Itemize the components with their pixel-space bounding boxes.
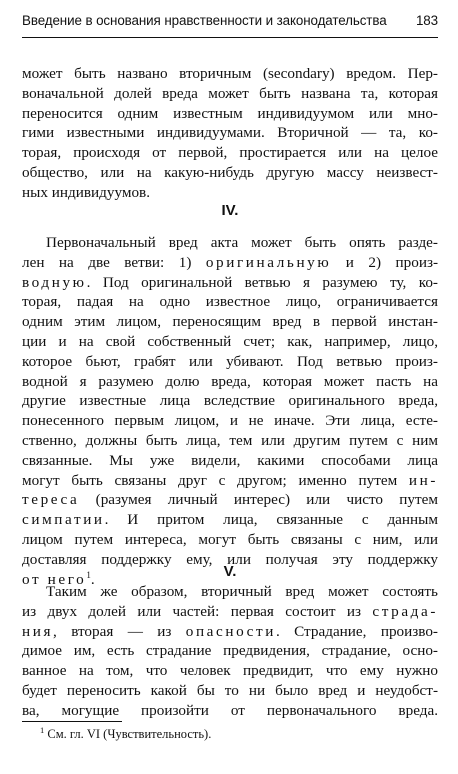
text-line: связанные. Мы уже видели, какими способами лица [22,451,438,469]
footnote-marker[interactable]: 1 [86,569,91,580]
text-line: торая, падая на одно известное лицо, ограничивается [22,293,438,311]
text-line: ния, вторая — из опасности. Страдание, произво- [22,622,438,640]
text-line: ванное на том, что человек предвидит, что ему нужно [22,662,438,680]
paragraph-secondary-parts [22,582,438,721]
text-line: лен на две ветви: 1) оригинальную и 2) произ- [22,253,438,271]
paragraph-secondary-harm [22,64,438,203]
text-line: ных индивидуумов. [22,183,151,201]
spaced-term-sympathy: симпатии [22,511,105,529]
text-line: водную. Под оригинальной ветвью я разумею ту, ко- [22,273,438,291]
text-line: общество, или на какую-нибудь другую массу неизвест- [22,163,438,181]
text-line: понесенного первым лицом, и не иначе. Эти лица, есте- [22,412,438,430]
text-line: Таким же образом, вторичный вред может состоять [46,583,438,600]
text-line: могут быть связаны друг с другом; именно путем ин- [22,471,438,489]
text-line: торая, происходя от первой, простирается или на целое [22,144,438,162]
text-line: лицом путем интереса, могут быть связаны с ним, или [22,530,438,548]
spaced-term-interest: ин- [408,471,438,489]
spaced-term-danger: опасности [185,622,276,640]
text-line: из двух долей или частей: первая состоит из страда- [22,602,438,620]
running-head [22,6,438,34]
text-line: ва, могущие произойти от первоначального вреда. [22,701,438,719]
text-line: доставляя поддержку ему, или получая эту поддержку [22,550,438,568]
text-line: одним этим лицом, переносящим вред в первой инстан- [22,313,438,331]
spaced-term-original: оригинальную [205,253,332,271]
text-line: водной я разумею долю вреда, которая может пасть на [22,372,438,390]
footnote-text: См. гл. VI (Чувствительность). [47,727,212,741]
text-line: может быть названо вторичным (secondary) вредом. Пер- [22,65,438,82]
section-heading-v: V. [223,563,237,580]
text-line: ственно, должны быть лица, тем или другим путем с ним [22,431,438,449]
footnote-rule [22,721,122,722]
running-head-title: Введение в основания нравственности и законодательства [22,12,387,28]
spaced-term-interest-cont: тереса [22,491,80,509]
footnote [40,726,438,742]
text-line: будет переносить какой бы то ни было вред и неудобст- [22,681,438,699]
spaced-term-suffering: страда- [372,602,438,620]
text-line: гими известными индивидуумами. Вторичной — та, ко- [22,124,438,142]
text-line: симпатии. И притом лица, связанные с данным [22,511,438,529]
spaced-term-derivative: водную [22,273,87,291]
footnote-number: 1 [40,724,45,735]
header-rule [22,37,438,38]
page-number: 183 [415,12,438,28]
spaced-term-from-him: от него [22,570,87,588]
section-heading-iv: IV. [221,202,239,219]
text-line: ции и на свой собственный счет; как, например, лицо, [22,332,438,350]
spaced-term-suffering-cont: ния [22,622,54,640]
text-line: от него$^1$. [22,569,95,588]
text-line: другие известные лица вследствие оригинального вреда, [22,392,438,410]
paragraph-original-derivative [22,233,438,589]
text-line: переносится одним известным индивидуумом или мно- [22,104,438,122]
text-line: которое бьют, грабят или убивают. Под ветвью произ- [22,352,438,370]
text-line: Первоначальный вред акта может быть опять разде- [46,234,438,251]
text-line: тереса (разумея личный интерес) или чисто путем [22,491,438,509]
text-line: воначальной долей вреда может быть названа та, которая [22,84,438,102]
text-line: димое им, есть страдание предвидения, страдание, осно- [22,642,438,660]
